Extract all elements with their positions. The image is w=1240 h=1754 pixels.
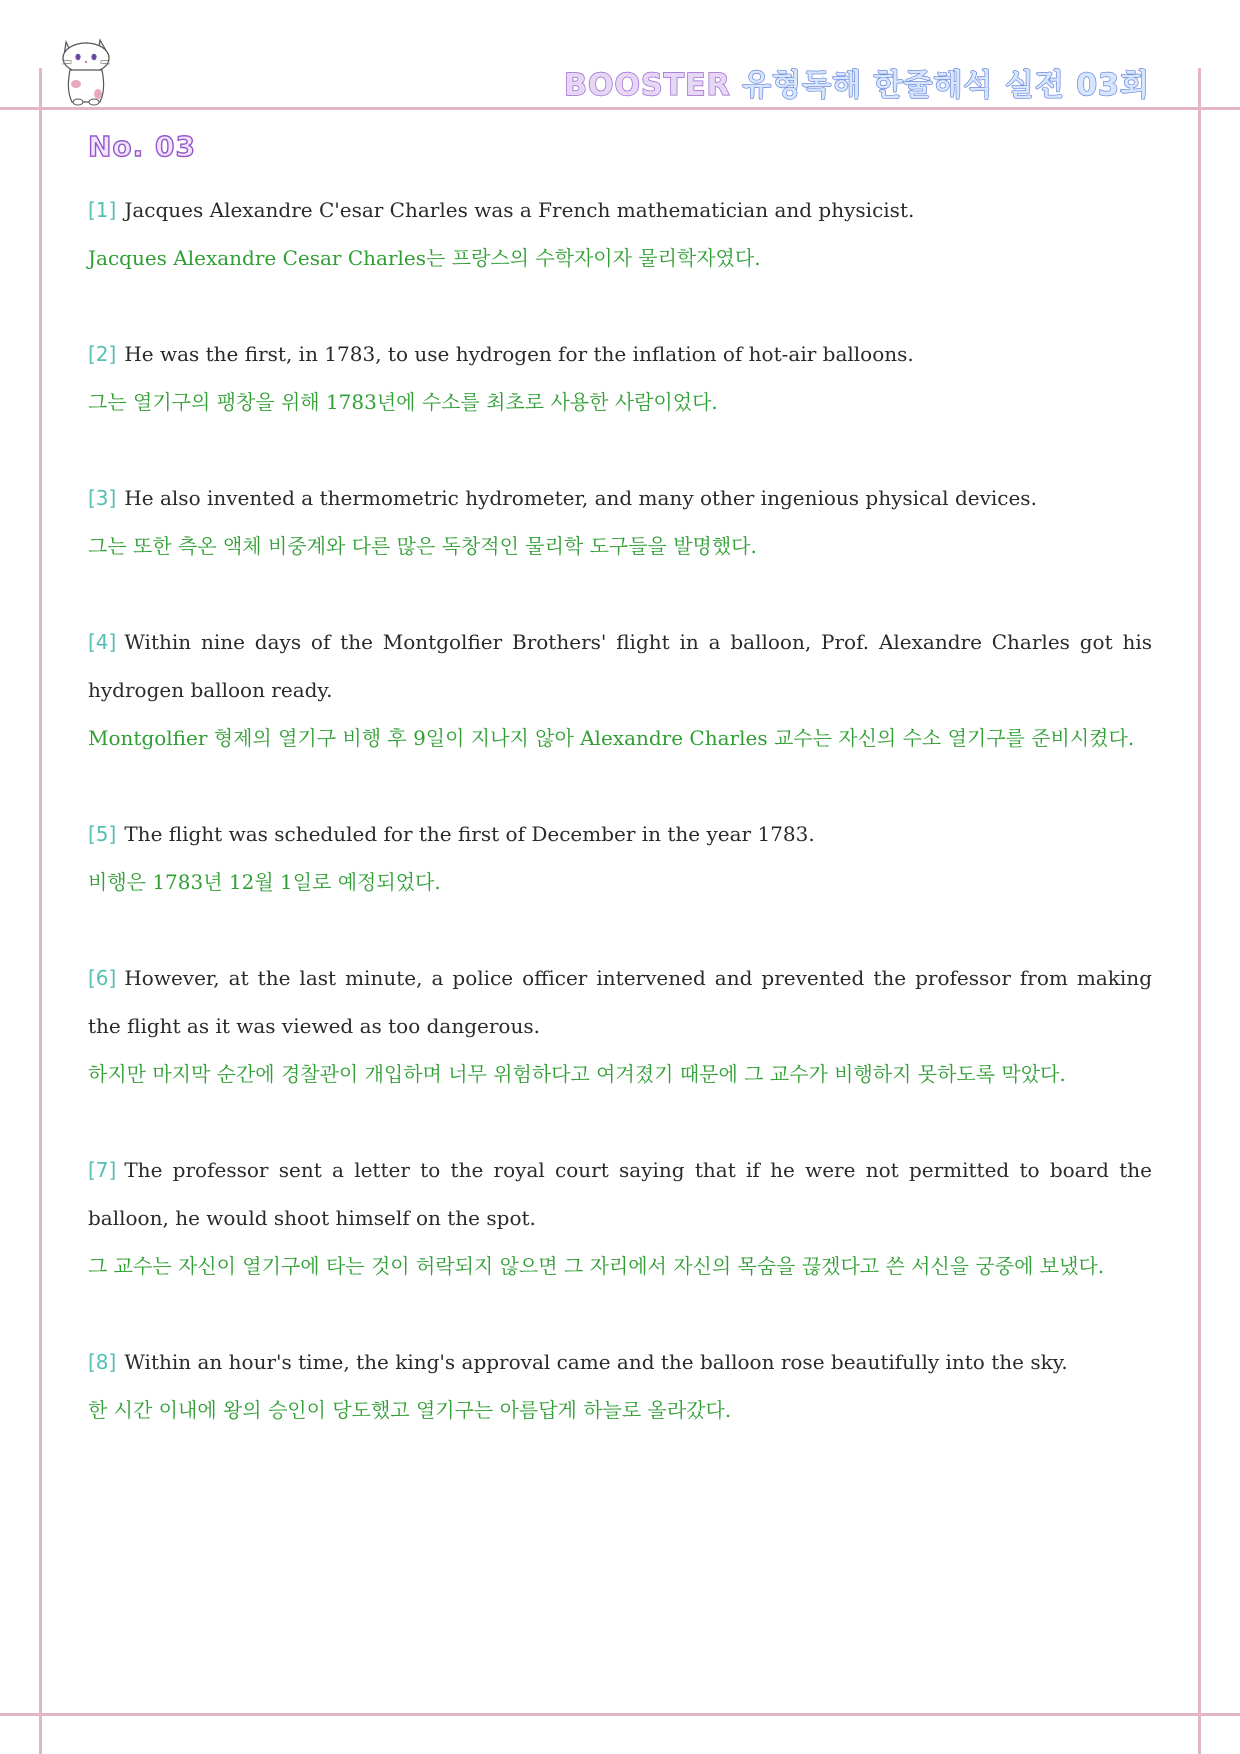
sentence-number: [1] <box>88 198 117 222</box>
sentence-item <box>88 1338 1152 1434</box>
korean-translation: Montgolfier 형제의 열기구 비행 후 9일이 지나지 않아 Alexandre Charles 교수는 자신의 수소 열기구를 준비시켰다. <box>88 726 1135 750</box>
header-title-booster: BOOSTER <box>564 68 731 103</box>
korean-translation: 비행은 1783년 12월 1일로 예정되었다. <box>88 870 441 894</box>
sentence-number: [8] <box>88 1350 117 1374</box>
english-sentence <box>88 1146 1152 1242</box>
english-text: He also invented a thermometric hydrometer, and many other ingenious physical devices. <box>124 486 1037 510</box>
sentence-item <box>88 810 1152 906</box>
right-margin-rule <box>1198 68 1201 1754</box>
english-sentence <box>88 186 1152 234</box>
korean-translation: 그는 열기구의 팽창을 위해 1783년에 수소를 최초로 사용한 사람이었다. <box>88 390 718 414</box>
english-sentence <box>88 618 1152 714</box>
sentence-number: [7] <box>88 1158 117 1182</box>
sentence-number: [2] <box>88 342 117 366</box>
sentence-item <box>88 474 1152 570</box>
english-sentence <box>88 954 1152 1050</box>
left-margin-rule <box>39 68 42 1754</box>
english-text: Jacques Alexandre C'esar Charles was a French mathematician and physicist. <box>124 198 915 222</box>
document-number: No. 03 <box>88 130 197 163</box>
korean-translation: 그는 또한 측온 액체 비중계와 다른 많은 독창적인 물리학 도구들을 발명했다. <box>88 534 757 558</box>
sentence-item <box>88 954 1152 1098</box>
english-text: Within nine days of the Montgolfier Brothers' flight in a balloon, Prof. Alexandre Charles got his hydrogen balloon ready. <box>88 630 1152 702</box>
sentence-item <box>88 330 1152 426</box>
footer-rule <box>0 1713 1240 1716</box>
page-header-title <box>564 60 1150 104</box>
english-text: The professor sent a letter to the royal court saying that if he were not permitted to board the balloon, he would shoot himself on the spot. <box>88 1158 1152 1230</box>
english-text: The flight was scheduled for the first of December in the year 1783. <box>124 822 815 846</box>
english-text: He was the first, in 1783, to use hydrogen for the inflation of hot-air balloons. <box>124 342 914 366</box>
korean-translation: 하지만 마지막 순간에 경찰관이 개입하며 너무 위험하다고 여겨졌기 때문에 그 교수가 비행하지 못하도록 막았다. <box>88 1062 1066 1086</box>
sentence-item <box>88 1146 1152 1290</box>
english-sentence <box>88 330 1152 378</box>
header-rule <box>0 107 1240 110</box>
english-sentence <box>88 1338 1152 1386</box>
sentence-number: [3] <box>88 486 117 510</box>
sentence-number: [4] <box>88 630 117 654</box>
sentence-list <box>88 186 1152 1482</box>
sentence-item <box>88 618 1152 762</box>
sentence-number: [6] <box>88 966 117 990</box>
english-sentence <box>88 810 1152 858</box>
korean-translation: Jacques Alexandre Cesar Charles는 프랑스의 수학자이자 물리학자였다. <box>88 246 761 270</box>
english-sentence <box>88 474 1152 522</box>
korean-translation: 한 시간 이내에 왕의 승인이 당도했고 열기구는 아름답게 하늘로 올라갔다. <box>88 1398 732 1422</box>
english-text: However, at the last minute, a police officer intervened and prevented the professor from making the flight as it was viewed as too dangerous. <box>88 966 1152 1038</box>
english-text: Within an hour's time, the king's approval came and the balloon rose beautifully into the sky. <box>124 1350 1068 1374</box>
sentence-number: [5] <box>88 822 117 846</box>
cat-mascot-icon <box>56 32 116 106</box>
sentence-item <box>88 186 1152 282</box>
header-title-subtitle: 유형독해 한줄해석 실전 03회 <box>742 68 1150 103</box>
korean-translation: 그 교수는 자신이 열기구에 타는 것이 허락되지 않으면 그 자리에서 자신의 목숨을 끊겠다고 쓴 서신을 궁중에 보냈다. <box>88 1254 1105 1278</box>
